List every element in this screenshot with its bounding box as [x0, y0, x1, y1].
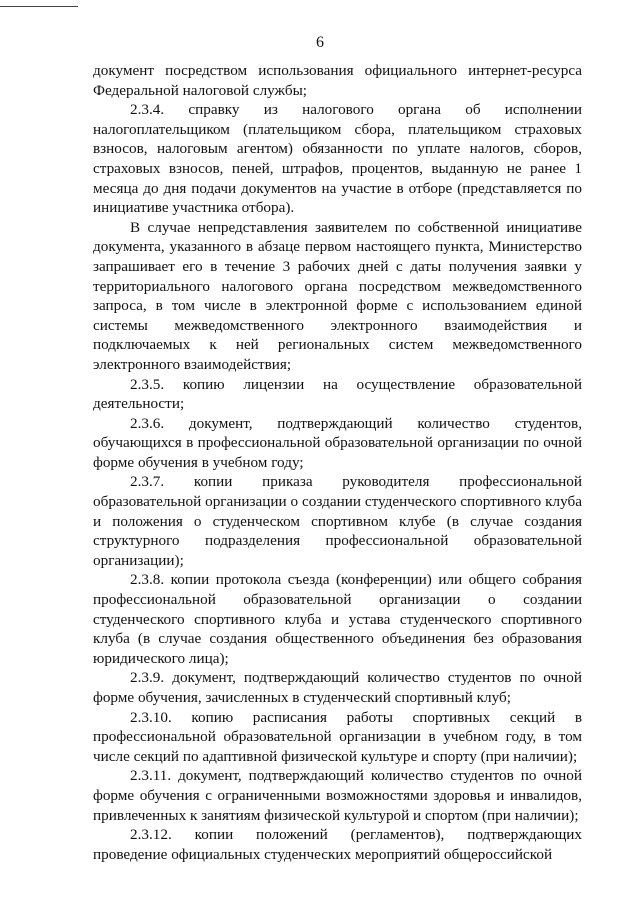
paragraph: 2.3.6. документ, подтверждающий количество студентов, обучающихся в профессиональной образовательной организации по очной форме обучения в учебном году; [93, 414, 582, 471]
paragraph: 2.3.8. копии протокола съезда (конференции) или общего собрания профессиональной образовательной организации о создании студенческого спортивного клуба и устава студенческого спортивного клуба (в случае создания общественного объединения без образования юридического лица); [93, 571, 582, 667]
paragraph: документ посредством использования официального интернет-ресурса Федеральной налоговой службы; [93, 62, 582, 99]
page-number: 6 [316, 34, 324, 51]
paragraph: В случае непредставления заявителем по собственной инициативе документа, указанного в абзаце первом настоящего пункта, Министерство запрашивает его в течение 3 рабочих дней с даты получения заявки у территориального налогового органа посредством межведомственного запроса, в том числе в электронной форме с использованием единой системы межведомственного электронного взаимодействия и подключаемых к ней региональных систем межведомственного электронного взаимодействия; [93, 218, 582, 373]
text-body [93, 61, 582, 864]
paragraph: 2.3.10. копию расписания работы спортивных секций в профессиональной образовательной организации в учебном году, в том числе секций по адаптивной физической культуре и спорту (при наличии); [93, 708, 582, 765]
paragraph: 2.3.4. справку из налогового органа об исполнении налогоплательщиком (плательщиком сбора, плательщиком страховых взносов, налоговым агентом) обязанности по уплате налогов, сборов, страховых взносов, пеней, штрафов, процентов, выданную не ранее 1 месяца до дня подачи документов на участие в отборе (представляется по инициативе участника отбора). [93, 101, 582, 217]
paragraph: 2.3.12. копии положений (регламентов), подтверждающих проведение официальных студенческих мероприятий общероссийской [93, 826, 582, 863]
paragraph: 2.3.7. копии приказа руководителя профессиональной образовательной организации о создании студенческого спортивного клуба и положения о студенческом спортивном клубе (в случае создания структурного подразделения профессиональной образовательной организации); [93, 473, 582, 569]
top-rule [0, 6, 78, 7]
paragraph: 2.3.5. копию лицензии на осуществление образовательной деятельности; [93, 375, 582, 413]
paragraph: 2.3.11. документ, подтверждающий количество студентов по очной форме обучения с ограниченными возможностями здоровья и инвалидов, привлеченных к занятиям физической культурой и спортом (при наличии); [93, 767, 582, 824]
paragraph: 2.3.9. документ, подтверждающий количество студентов по очной форме обучения, зачисленных в студенческий спортивный клуб; [93, 669, 582, 706]
